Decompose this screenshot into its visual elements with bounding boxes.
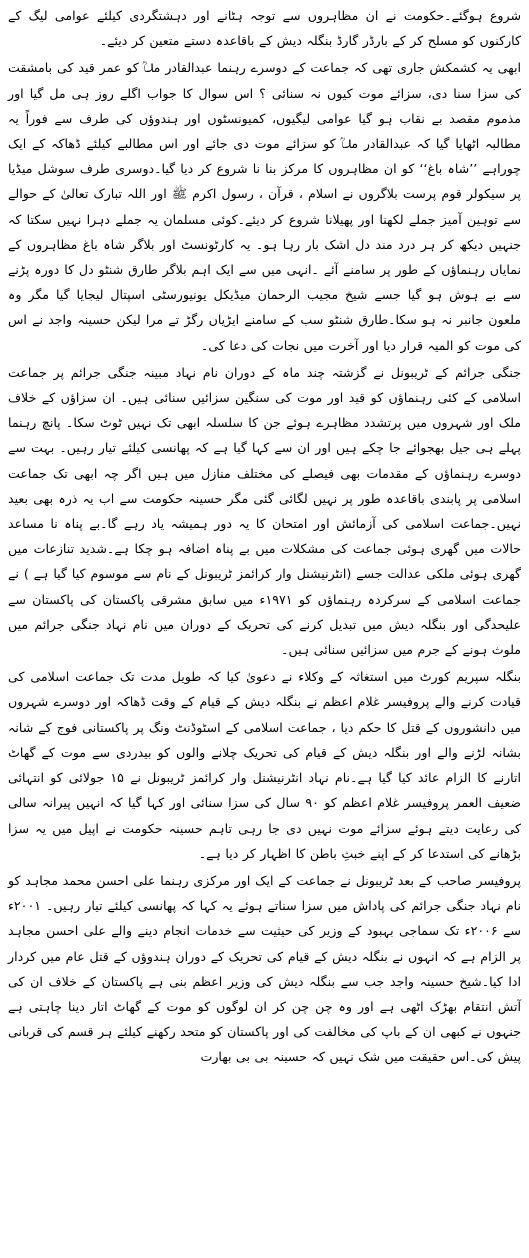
paragraph-5: پروفیسر صاحب کے بعد ٹریبونل نے جماعت کے ایک اور مرکزی رہنما علی احسن محمد مجاہد کو نام نہاد جنگی جرائم کی پاداش میں سزا سناتے ہوئے یہ کہا کہ پھانسی کیلئے تیار رہیں۔ ۲۰۰۱ء سے ۲۰۰۶ء تک سماجی بہبود کے وزیر کی حیثیت سے خدمات انجام دینے والے علی احسن مجاہد پر الزام ہے کہ انہوں نے بنگلہ دیش کے قیام کی تحریک کے دوران ہندوؤں کے قتل عام میں کردار ادا کیا۔شیخ حسینہ واجد جب سے بنگلہ دیش کی وزیر اعظم بنی ہے پاکستان کے خلاف ان کی آتش انتقام بھڑک اٹھی ہے اور وہ چن چن کر ان لوگوں کو موت کے گھاٹ اتار دینا چاہتی ہے جنہوں نے کبھی ان کے باپ کی مخالفت کی اور پاکستان کو متحد رکھنے کیلئے ہر قسم کی قربانی پیش کی۔اس حقیقت میں شک نہیں کہ حسینہ بی بی بھارت — [8, 872, 521, 1065]
paragraph-2: ابھی یہ کشمکش جاری تھی کہ جماعت کے دوسرے رہنما عبدالقادر ملاؒ کو عمر قید کی بامشقت کی سزا سنا دی، سزائے موت کیوں نہ سنائی ؟ اس سوال کا جواب اگلے روز ہی مل گیا اور مذموم مقصد بے نقاب ہو گیا عوامی لیگیوں، کمیونسٹوں اور ہندوؤں کی طرف سے فوراً یہ مطالبہ اٹھایا گیا کہ عبدالقادر ملاؒ کو سزائے موت دی جائے اور اس مطالبے کیلئے ڈھاکہ کے ایک چوراہے ’’شاہ باغ‘‘ کو ان مظاہروں کا مرکز بنا نا شروع کر دیا گیا۔دوسری طرف سوشل میڈیا پر سیکولر قوم پرست بلاگروں نے اسلام ، قرآن ، رسول اکرم ﷺ اور اللہ تبارک تعالیٰ کے حوالے سے توہین آمیز جملے لکھنا اور پھیلانا شروع کر دیئے۔کوئی مسلمان یہ جملے دہرا نہیں سکتا کہ جنہیں دیکھ کر ہر درد مند دل اشک بار رہا ہو۔ یہ کارٹونسٹ اور بلاگر شاہ باغ مظاہروں کے نمایاں رہنماؤں کے طور پر سامنے آئے ۔انہی میں سے ایک اہم بلاگر طارق شنٹو دل کا دورہ پڑنے سے بے ہوش ہو گیا جسے شیخ مجیب الرحمان میڈیکل یونیورسٹی اسپتال لیجایا گیا مگر وہ ملعون جانبر نہ ہو سکا۔طارق شنٹو سب کے سامنے ایڑیاں رگڑ تے مرا لیکن حسینہ واجد نے اس کی موت کو المیہ قرار دیا اور آخرت میں نجات کی دعا کی۔ — [8, 60, 521, 353]
paragraph-1: شروع ہوگئے۔حکومت نے ان مظاہروں سے توجہ ہٹانے اور دہشتگردی کیلئے عوامی لیگ کے کارکنوں کو مسلح کر کے بارڈر گارڈ بنگلہ دیش کے باقاعدہ دستے متعین کر دیئے۔ — [8, 8, 521, 49]
paragraph-4: بنگلہ سپریم کورٹ میں استغاثہ کے وکلاء نے دعویٰ کیا کہ طویل مدت تک جماعت اسلامی کی قیادت کرنے والے پروفیسر غلام اعظم نے بنگلہ دیش کے قیام کے وقت ڈھاکہ اور دوسرے شہروں میں دانشوروں کے قتل کا حکم دیا ، جماعت اسلامی کے اسٹوڈنٹ ونگ پر پاکستانی فوج کے شانہ بشانہ لڑنے والے اور بنگلہ دیش کے قیام کی تحریک چلانے والوں کو بیدردی سے موت کے گھاٹ اتارنے کا الزام عائد کیا گیا ہے۔نام نہاد انٹرنیشنل وار کرائمز ٹریبونل نے ۱۵ جولائی کو انتہائی ضعیف العمر پروفیسر غلام اعظم کو ۹۰ سال کی سزا سنائی اور کہا گیا کہ انہیں پیرانہ سالی کی رعایت دیتے ہوئے سزائے موت نہیں دی جا رہی تاہم حسینہ حکومت نے اپیل میں یہ سزا بڑھانے کی استدعا کر کے اپنے خبثِ باطن کا اظہار کر دیا ہے۔ — [8, 669, 521, 861]
paragraph-3: جنگی جرائم کے ٹریبونل نے گزشتہ چند ماہ کے دوران نام نہاد مبینہ جنگی جرائم پر جماعت اسلامی کے کئی رہنماؤں کو قید اور موت کی سنگین سزائیں سنائی ہیں۔ ان سزاؤں کے خلاف ملک اور شہروں میں پرتشدد مظاہرے ہوئے جن کا سلسلہ ابھی تک نہیں ٹوٹ سکا۔ پانچ رہنما پہلے ہی جیل بھجوائے جا چکے ہیں اور ان سے کہا گیا ہے کہ پھانسی کیلئے تیار رہیں۔ بہت سے دوسرے رہنماؤں کے مقدمات بھی فیصلے کی مختلف منازل میں ہیں اگر چہ ابھی تک جماعت اسلامی پر پابندی باقاعدہ طور پر نہیں لگائی گئی مگر حسینہ حکومت سے اب یہ ذرہ بھی بعید نہیں۔جماعت اسلامی کی آزمائش اور امتحان کا یہ دور ہمیشہ یاد رہے گا۔بے پناہ نا مساعد حالات میں گھری ہوئی جماعت کی مشکلات میں بے پناہ اضافہ ہو چکا ہے۔شدید تنازعات میں گھری ہوئی ملکی عدالت جسے (انٹرنیشنل وار کرائمز ٹریبونل کے نام سے موسوم کیا گیا ہے ) نے جماعت اسلامی کے سرکردہ رہنماؤں کو ۱۹۷۱ء میں سابق مشرقی پاکستان کی پاکستان سے علیحدگی اور بنگلہ دیش میں تبدیل کرنے کی تحریک کے دوران میں نام نہاد جنگی جرائم میں ملوث ہونے کے جرم میں سزائیں سنائی ہیں۔ — [8, 364, 521, 658]
